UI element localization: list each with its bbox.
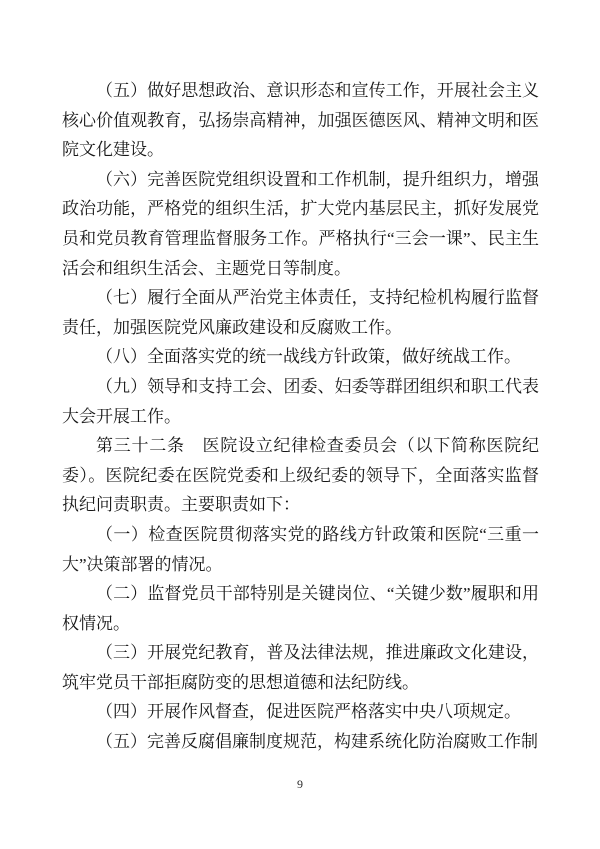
paragraph: （一）检查医院贯彻落实党的路线方针政策和医院“三重一大”决策部署的情况。	[62, 524, 539, 574]
paragraph: （八）全面落实党的统一战线方针政策，做好统战工作。	[96, 347, 521, 367]
paragraph: （五）完善反腐倡廉制度规范，构建系统化防治腐败工作制	[96, 732, 538, 752]
page-number: 9	[297, 777, 303, 791]
paragraph: （二）监督党员干部特别是关键岗位、“关键少数”履职和用权情况。	[62, 584, 539, 633]
paragraph: （六）完善医院党组织设置和工作机制，提升组织力，增强政治功能，严格党的组织生活，扩大党内基层民主，抓好发展党员和党员教育管理监督服务工作。严格执行“三会一课”、民主生活会和组织生活会、主题党日等制度。	[62, 169, 539, 278]
document-body	[62, 76, 539, 757]
paragraph: （九）领导和支持工会、团委、妇委等群团组织和职工代表大会开展工作。	[62, 376, 539, 426]
paragraph: 第三十二条 医院设立纪律检查委员会（以下简称医院纪委）。医院纪委在医院党委和上级纪委的领导下，全面落实监督执纪问责职责。主要职责如下：	[62, 436, 539, 515]
paragraph: （五）做好思想政治、意识形态和宣传工作，开展社会主义核心价值观教育，弘扬崇高精神，加强医德医风、精神文明和医院文化建设。	[62, 81, 539, 160]
paragraph: （四）开展作风督查，促进医院严格落实中央八项规定。	[96, 702, 521, 722]
paragraph: （三）开展党纪教育，普及法律法规，推进廉政文化建设，筑牢党员干部拒腐防变的思想道德和法纪防线。	[62, 643, 539, 692]
paragraph: （七）履行全面从严治党主体责任，支持纪检机构履行监督责任，加强医院党风廉政建设和反腐败工作。	[62, 288, 539, 337]
